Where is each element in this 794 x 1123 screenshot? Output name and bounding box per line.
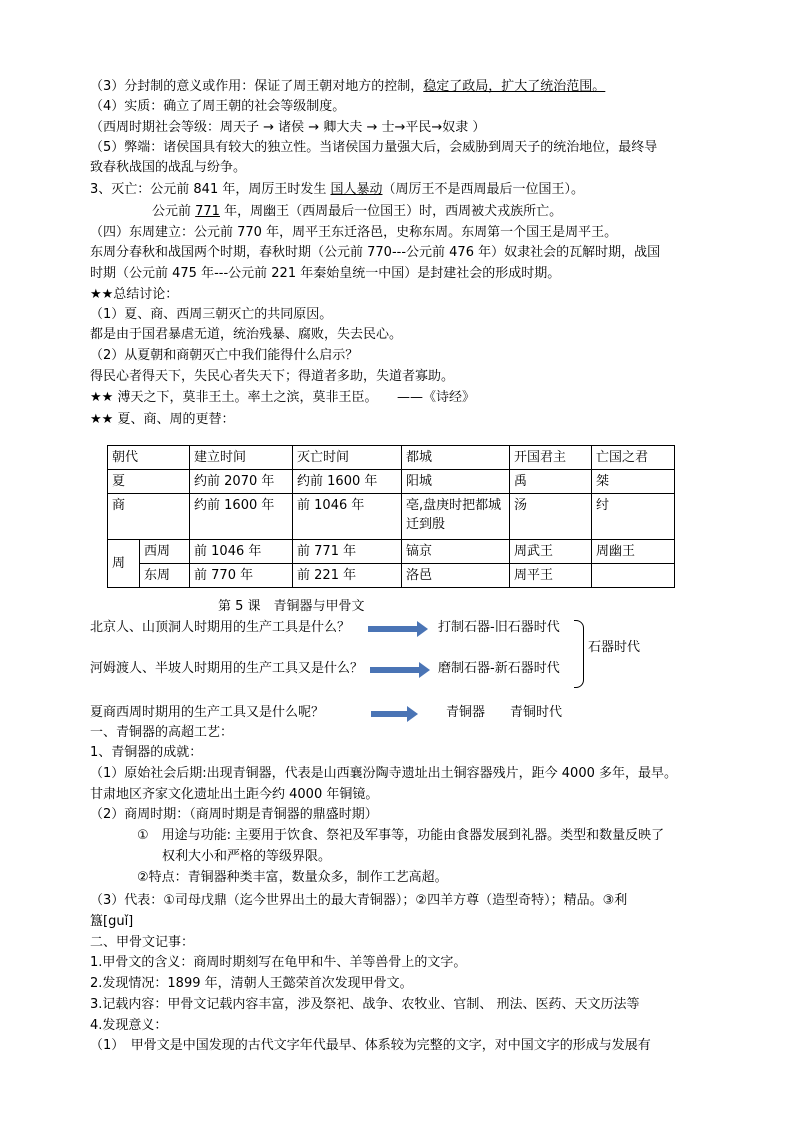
text-line: （3）代表：①司母戊鼎（迄今世界出土的最大青铜器）；②四羊方尊（造型奇特）；精品。③利 [90, 893, 628, 908]
arrow-right-icon [371, 711, 408, 717]
question-text: 河姆渡人、半坡人时期用的生产工具又是什么？ [90, 661, 364, 676]
table-header: 开国君主 [510, 446, 592, 470]
text-line: 3.记载内容：甲骨文记载内容丰富，涉及祭祀、战争、农牧业、官制、 刑法、医药、天文历法等 [90, 997, 640, 1012]
table-cell: 桀 [592, 470, 675, 494]
dynasty-table [107, 445, 675, 588]
brace-icon [574, 620, 584, 688]
table-cell: 约前 1600 年 [293, 470, 402, 494]
table-cell: 周 [108, 540, 140, 588]
arrow-right-icon [368, 626, 418, 632]
text-line: 公元前 771 年，周幽王（西周最后一位国王）时，西周被犬戎族所亡。 [152, 204, 563, 219]
text-line: 1.甲骨文的含义：商周时期刻写在龟甲和牛、羊等兽骨上的文字。 [90, 955, 467, 970]
table-cell: 西周 [140, 540, 190, 564]
text-line: （5）弊端：诸侯国具有较大的独立性。当诸侯国力量强大后，会威胁到周天子的统治地位，最终导 [90, 140, 658, 155]
table-cell: 阳城 [402, 470, 510, 494]
text-line: （西周时期社会等级：周天子 → 诸侯 → 卿大夫 → 士→平民→奴隶 ） [90, 120, 486, 135]
table-row [108, 540, 675, 564]
text-line: （4）实质：确立了周王朝的社会等级制度。 [90, 99, 346, 114]
text-line: 致春秋战国的战乱与纷争。 [90, 160, 247, 175]
lesson-title: 第 5 课 青铜器与甲骨文 [218, 599, 365, 614]
brace-label: 石器时代 [588, 640, 641, 655]
text-line: ★★ 溥天之下，莫非王土。率土之滨，莫非王臣。 ——《诗经》 [90, 390, 475, 405]
text-line: 4.发现意义： [90, 1018, 168, 1033]
text-line: 东周分春秋和战国两个时期，春秋时期（公元前 770---公元前 476 年）奴隶社会的瓦解时期，战国 [90, 245, 661, 260]
text-line: （1） 甲骨文是中国发现的古代文字年代最早、体系较为完整的文字，对中国文字的形成与发展有 [90, 1038, 651, 1053]
answer-text: 打制石器-旧石器时代 [438, 620, 560, 635]
text-line: ★★总结讨论： [90, 287, 179, 302]
table-cell: 夏 [108, 470, 190, 494]
text-line: 得民心者得天下，失民心者失天下；得道者多助，失道者寡助。 [90, 369, 455, 384]
text-line: 3、灭亡：公元前 841 年，周厉王时发生 国人暴动（周厉王不是西周最后一位国王）。 [90, 182, 585, 197]
table-cell: 洛邑 [402, 564, 510, 588]
table-cell: 前 1046 年 [293, 494, 402, 540]
text-line: （2）商周时期：（商周时期是青铜器的鼎盛时期） [90, 807, 378, 822]
table-cell: 前 771 年 [293, 540, 402, 564]
table-header: 亡国之君 [592, 446, 675, 470]
table-cell: 前 221 年 [293, 564, 402, 588]
text-line: ★★ 夏、商、周的更替： [90, 412, 235, 427]
table-header-row [108, 446, 675, 470]
table-cell: 约前 1600 年 [190, 494, 293, 540]
text-line: 都是由于国君暴虐无道，统治残暴、腐败，失去民心。 [90, 327, 403, 342]
question-text: 北京人、山顶洞人时期用的生产工具是什么？ [90, 620, 351, 635]
table-header: 灭亡时间 [293, 446, 402, 470]
arrow-right-icon [370, 667, 420, 673]
table-cell: 约前 2070 年 [190, 470, 293, 494]
text-line: ① 用途与功能: 主要用于饮食、祭祀及军事等，功能由食器发展到礼器。类型和数量反映了 [137, 828, 665, 843]
text-line: 甘肃地区齐家文化遗址出土距今约 4000 年铜镜。 [90, 787, 379, 802]
table-cell: 周武王 [510, 540, 592, 564]
answer-text: 青铜器 [446, 705, 486, 720]
table-row [108, 564, 675, 588]
table-cell: 前 1046 年 [190, 540, 293, 564]
text-line: 2.发现情况：1899 年，清朝人王懿荣首次发现甲骨文。 [90, 976, 413, 991]
text-line: （1）夏、商、西周三朝灭亡的共同原因。 [90, 307, 333, 322]
text-line: 时期（公元前 475 年---公元前 221 年秦始皇统一中国）是封建社会的形成时期。 [90, 266, 561, 281]
text-line: （1）原始社会后期:出现青铜器，代表是山西襄汾陶寺遗址出土铜容器残片，距今 4000 多年，最早。 [90, 766, 678, 781]
answer-text: 磨制石器-新石器时代 [438, 661, 560, 676]
text-line: 权利大小和严格的等级界限。 [162, 849, 332, 864]
table-cell: 汤 [510, 494, 592, 540]
table-cell: 周平王 [510, 564, 592, 588]
table-header: 建立时间 [190, 446, 293, 470]
table-header: 朝代 [108, 446, 190, 470]
text-line: （3）分封制的意义或作用：保证了周王朝对地方的控制，稳定了政局，扩大了统治范围。 [90, 79, 606, 94]
table-cell: 周幽王 [592, 540, 675, 564]
text-line: （2）从夏朝和商朝灭亡中我们能得什么启示？ [90, 348, 359, 363]
text-line: （四）东周建立：公元前 770 年，周平王东迁洛邑，史称东周。东周第一个国王是周平王。 [90, 225, 618, 240]
section-heading: 一、青铜器的高超工艺： [90, 725, 234, 740]
table-cell: 纣 [592, 494, 675, 540]
table-cell [592, 564, 675, 588]
table-cell: 亳,盘庚时把都城迁到殷 [402, 494, 510, 540]
text-line: 簋[guǐ] [90, 914, 134, 929]
question-text: 夏商西周时期用的生产工具又是什么呢？ [90, 705, 325, 720]
table-cell: 镐京 [402, 540, 510, 564]
table-cell: 禹 [510, 470, 592, 494]
table-header: 都城 [402, 446, 510, 470]
table-cell: 商 [108, 494, 190, 540]
table-row [108, 494, 675, 540]
answer-text: 青铜时代 [510, 705, 563, 720]
table-cell: 前 770 年 [190, 564, 293, 588]
text-line: 1、青铜器的成就： [90, 745, 203, 760]
table-row [108, 470, 675, 494]
text-line: ②特点：青铜器种类丰富，数量众多，制作工艺高超。 [137, 870, 448, 885]
table-cell: 东周 [140, 564, 190, 588]
section-heading: 二、甲骨文记事： [90, 935, 195, 950]
